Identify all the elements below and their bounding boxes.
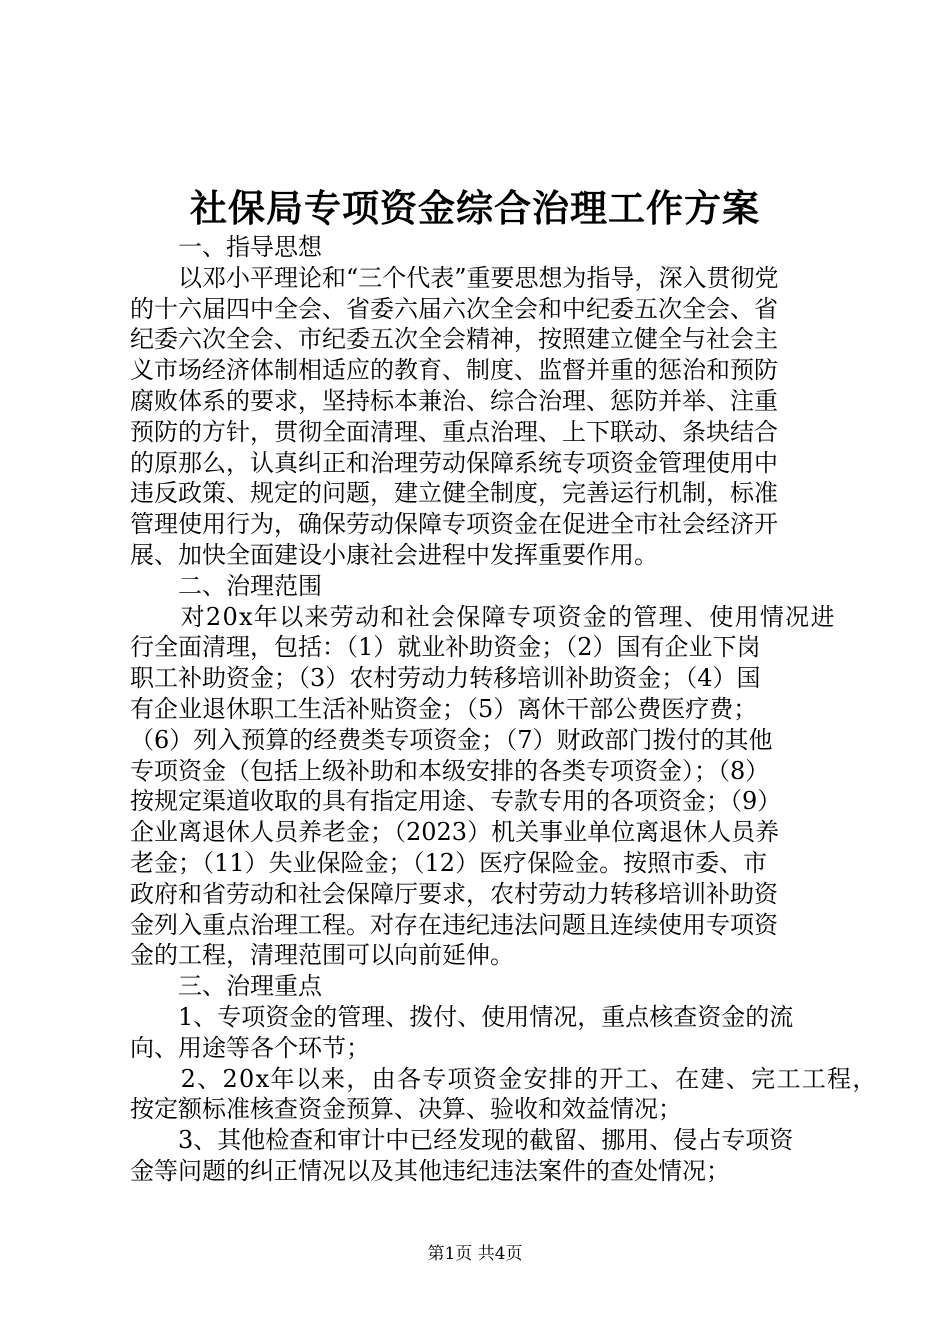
paragraph-line: 违反政策、规定的问题，建立健全制度，完善运行机制，标准 xyxy=(130,479,778,508)
paragraph-line: 专项资金（包括上级补助和本级安排的各类专项资金）；（8） xyxy=(130,756,770,785)
section-heading: 一、指导思想 xyxy=(130,233,322,261)
paragraph-line: 以邓小平理论和“三个代表”重要思想为指导，深入贯彻党 xyxy=(130,263,779,292)
paragraph-line: 政府和省劳动和社会保障厅要求，农村劳动力转移培训补助资 xyxy=(130,879,778,908)
paragraph-line: 有企业退休职工生活补贴资金；（5）离休干部公费医疗费； xyxy=(130,694,758,723)
paragraph-line: 金等问题的纠正情况以及其他违纪违法案件的查处情况； xyxy=(130,1156,730,1185)
paragraph-line: （6）列入预算的经费类专项资金；（7）财政部门拨付的其他 xyxy=(130,725,773,754)
page-number: 第1页 共4页 xyxy=(427,1244,523,1264)
paragraph-line: 纪委六次全会、市纪委五次全会精神，按照建立健全与社会主 xyxy=(130,325,778,354)
paragraph-line: 1、专项资金的管理、拨付、使用情况，重点核查资金的流 xyxy=(130,1002,794,1031)
paragraph-line: 管理使用行为，确保劳动保障专项资金在促进全市社会经济开 xyxy=(130,510,778,539)
paragraph-line: 展、加快全面建设小康社会进程中发挥重要作用。 xyxy=(130,540,658,569)
paragraph-line: 企业离退休人员养老金；（2023）机关事业单位离退休人员养 xyxy=(130,818,780,847)
document-title: 社保局专项资金综合治理工作方案 xyxy=(190,186,760,230)
paragraph-line: 按定额标准核查资金预算、决算、验收和效益情况； xyxy=(130,1095,682,1124)
paragraph-line: 职工补助资金；（3）农村劳动力转移培训补助资金；（4）国 xyxy=(130,664,761,693)
paragraph-line: 金列入重点治理工程。对存在违纪违法问题且连续使用专项资 xyxy=(130,910,778,939)
document-body xyxy=(130,232,878,1187)
paragraph-line: 金的工程，清理范围可以向前延伸。 xyxy=(130,941,514,970)
paragraph-line: 向、用途等各个环节； xyxy=(130,1033,370,1062)
section-heading: 二、治理范围 xyxy=(130,571,322,600)
section-heading: 三、治理重点 xyxy=(130,972,322,1001)
paragraph-line: 义市场经济体制相适应的教育、制度、监督并重的惩治和预防 xyxy=(130,356,778,385)
paragraph-line: 2、20x年以来，由各专项资金安排的开工、在建、完工工程， xyxy=(130,1064,878,1093)
paragraph-line: 行全面清理，包括：（1）就业补助资金；（2）国有企业下岗 xyxy=(130,633,761,662)
paragraph-line: 3、其他检查和审计中已经发现的截留、挪用、侵占专项资 xyxy=(130,1126,794,1155)
paragraph-line: 的十六届四中全会、省委六届六次全会和中纪委五次全会、省 xyxy=(130,294,778,323)
paragraph-line: 老金；（11）失业保险金；（12）医疗保险金。按照市委、市 xyxy=(130,848,768,877)
paragraph-line: 腐败体系的要求，坚持标本兼治、综合治理、惩防并举、注重 xyxy=(130,386,778,415)
paragraph-line: 预防的方针，贯彻全面清理、重点治理、上下联动、条块结合 xyxy=(130,417,778,446)
paragraph-line: 对20x年以来劳动和社会保障专项资金的管理、使用情况进 xyxy=(130,602,836,631)
paragraph-line: 按规定渠道收取的具有指定用途、专款专用的各项资金；（9） xyxy=(130,787,782,816)
paragraph-line: 的原那么，认真纠正和治理劳动保障系统专项资金管理使用中 xyxy=(130,448,778,477)
